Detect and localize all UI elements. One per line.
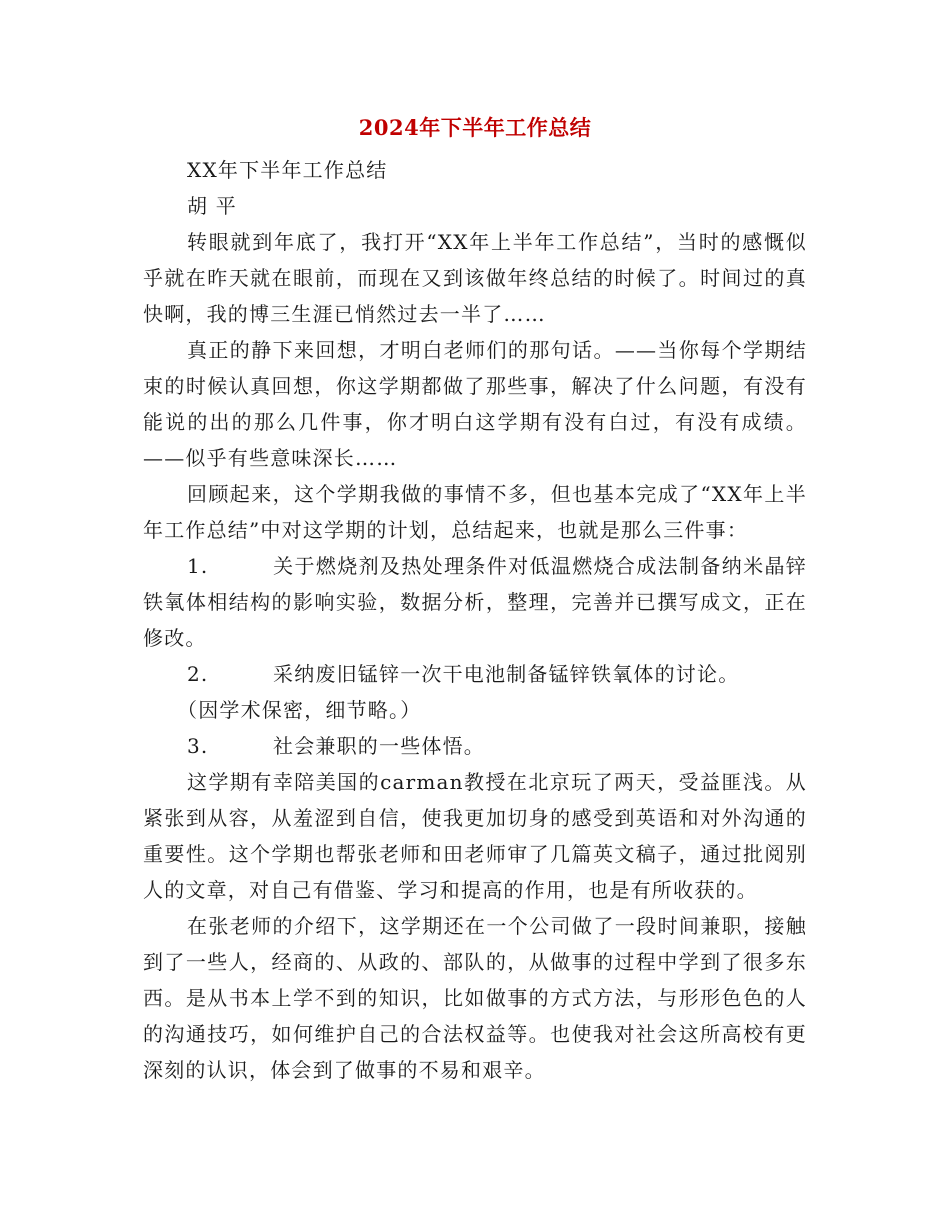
list-item (143, 728, 807, 764)
list-item-text: 采纳废旧锰锌一次干电池制备锰锌铁氧体的讨论。 (273, 662, 740, 686)
confidential-note: （因学术保密，细节略。） (177, 698, 422, 722)
list-item (143, 548, 807, 656)
paragraph: 转眼就到年底了，我打开“XX年上半年工作总结”，当时的感慨似乎就在昨天就在眼前，而现在又到该做年终总结的时候了。时间过的真快啊，我的博三生涯已悄然过去一半了…… (143, 230, 807, 326)
list-item (143, 656, 807, 692)
list-item-text: 社会兼职的一些体悟。 (273, 734, 485, 758)
list-item-text: 关于燃烧剂及热处理条件对低温燃烧合成法制备纳米晶锌铁氧体相结构的影响实验，数据分析，整理，完善并已撰写成文，正在修改。 (143, 554, 807, 650)
document-title: 2024年下半年工作总结 (358, 115, 592, 140)
paragraph: 这学期有幸陪美国的carman教授在北京玩了两天，受益匪浅。从紧张到从容，从羞涩到自信，使我更加切身的感受到英语和对外沟通的重要性。这个学期也帮张老师和田老师审了几篇英文稿子，通过批阅别人的文章，对自己有借鉴、学习和提高的作用，也是有所收获的。 (143, 770, 807, 902)
paragraph: 在张老师的介绍下，这学期还在一个公司做了一段时间兼职，接触到了一些人，经商的、从政的、部队的，从做事的过程中学到了很多东西。是从书本上学不到的知识，比如做事的方式方法，与形形色色的人的沟通技巧，如何维护自己的合法权益等。也使我对社会这所高校有更深刻的认识，体会到了做事的不易和艰辛。 (143, 914, 807, 1082)
document-author: 胡 平 (187, 194, 237, 218)
list-item-number: 2. (187, 662, 209, 686)
document-subtitle: XX年下半年工作总结 (187, 158, 388, 182)
paragraph: 真正的静下来回想，才明白老师们的那句话。——当你每个学期结束的时候认真回想，你这学期都做了那些事，解决了什么问题，有没有能说的出的那么几件事，你才明白这学期有没有白过，有没有成绩。——似乎有些意味深长…… (143, 338, 807, 470)
paragraph: 回顾起来，这个学期我做的事情不多，但也基本完成了“XX年上半年工作总结”中对这学期的计划，总结起来，也就是那么三件事： (143, 482, 807, 542)
list-item-number: 3. (187, 734, 209, 758)
document-body (143, 108, 807, 1088)
list-item-number: 1. (187, 554, 209, 578)
